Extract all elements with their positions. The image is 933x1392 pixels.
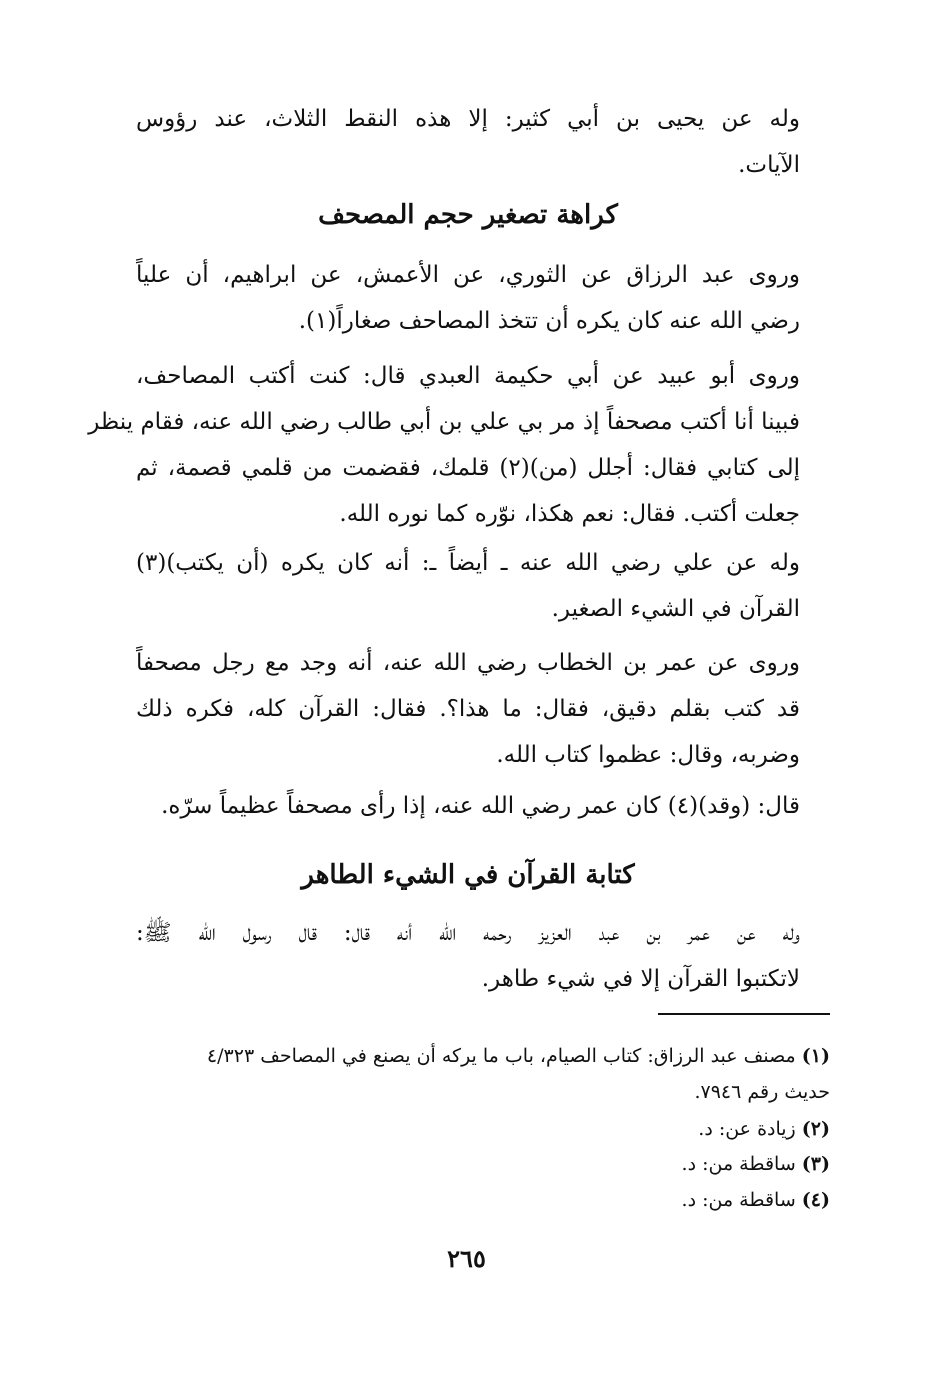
footnote-text: حديث رقم ٧٩٤٦. (694, 1081, 830, 1103)
footnote-number: (١) (801, 1045, 830, 1067)
footnote-number: (٤) (801, 1189, 830, 1211)
paragraph-umar (136, 640, 800, 778)
paragraph-abdulrazzaq (136, 252, 800, 344)
text-line: وروى أبو عبيد عن أبي حكيمة العبدي قال: كنت أكتب المصاحف، (136, 363, 800, 389)
footnote-divider (658, 1013, 830, 1015)
text-line: قال: (وقد)(٤) كان عمر رضي الله عنه، إذا رأى مصحفاً عظيماً سرّه. (161, 793, 800, 819)
text-line: القرآن في الشيء الصغير. (551, 596, 800, 622)
text-line: جعلت أكتب. فقال: نعم هكذا، نوّره كما نوره الله. (339, 501, 800, 527)
text-line: وله عن عمر بن عبد العزيز رحمه الله أنه قال: قال رسول الله ﷺ: (136, 920, 800, 946)
paragraph-abu-ubaid (88, 353, 800, 537)
footnote-number: (٣) (801, 1153, 830, 1175)
footnote-text: زيادة عن: د. (698, 1118, 796, 1140)
paragraph-yahya (136, 96, 800, 188)
text-line: إلى كتابي فقال: أجلل (من)(٢) قلمك، فقضمت من قلمي قصمة، ثم (136, 455, 800, 481)
footnote-2 (136, 1112, 830, 1146)
footnote-number: (٢) (801, 1118, 830, 1140)
section-heading-small-mushaf: كراهة تصغير حجم المصحف (318, 200, 618, 230)
paragraph-umar-saying (136, 783, 800, 829)
footnote-4 (136, 1183, 830, 1217)
footnote-text: مصنف عبد الرزاق: كتاب الصيام، باب ما يركه أن يصنع في المصاحف ٤/٣٢٣ (206, 1045, 796, 1067)
footnote-1-continuation (136, 1075, 858, 1109)
page-number: ٢٦٥ (447, 1244, 486, 1273)
text-line: وضربه، وقال: عظموا كتاب الله. (496, 742, 800, 768)
text-line: رضي الله عنه كان يكره أن تتخذ المصاحف صغاراً(١). (298, 308, 800, 334)
footnote-text: ساقطة من: د. (681, 1153, 796, 1175)
text-line: وروى عن عمر بن الخطاب رضي الله عنه، أنه وجد مع رجل مصحفاً (136, 650, 800, 676)
footnote-1 (136, 1039, 830, 1073)
text-line: وله عن علي رضي الله عنه ـ أيضاً ـ: أنه كان يكره (أن يكتب)(٣) (136, 550, 800, 576)
text-line: وروى عبد الرزاق عن الثوري، عن الأعمش، عن ابراهيم، أن علياً (136, 262, 800, 288)
paragraph-ali (136, 540, 800, 632)
section-heading-pure-material: كتابة القرآن في الشيء الطاهر (301, 860, 635, 890)
text-line: الآيات. (738, 152, 800, 178)
paragraph-umar-abdulaziz (136, 910, 800, 1002)
text-line: قد كتب بقلم دقيق، فقال: ما هذا؟. فقال: القرآن كله، فكره ذلك (136, 696, 800, 722)
footnote-text: ساقطة من: د. (681, 1189, 796, 1211)
text-line: فبينا أنا أكتب مصحفاً إذ مر بي علي بن أبي طالب رضي الله عنه، فقام ينظر (88, 409, 800, 435)
text-line: لاتكتبوا القرآن إلا في شيء طاهر. (481, 966, 800, 992)
footnote-3 (136, 1147, 830, 1181)
text-line: وله عن يحيى بن أبي كثير: إلا هذه النقط الثلاث، عند رؤوس (136, 106, 800, 132)
